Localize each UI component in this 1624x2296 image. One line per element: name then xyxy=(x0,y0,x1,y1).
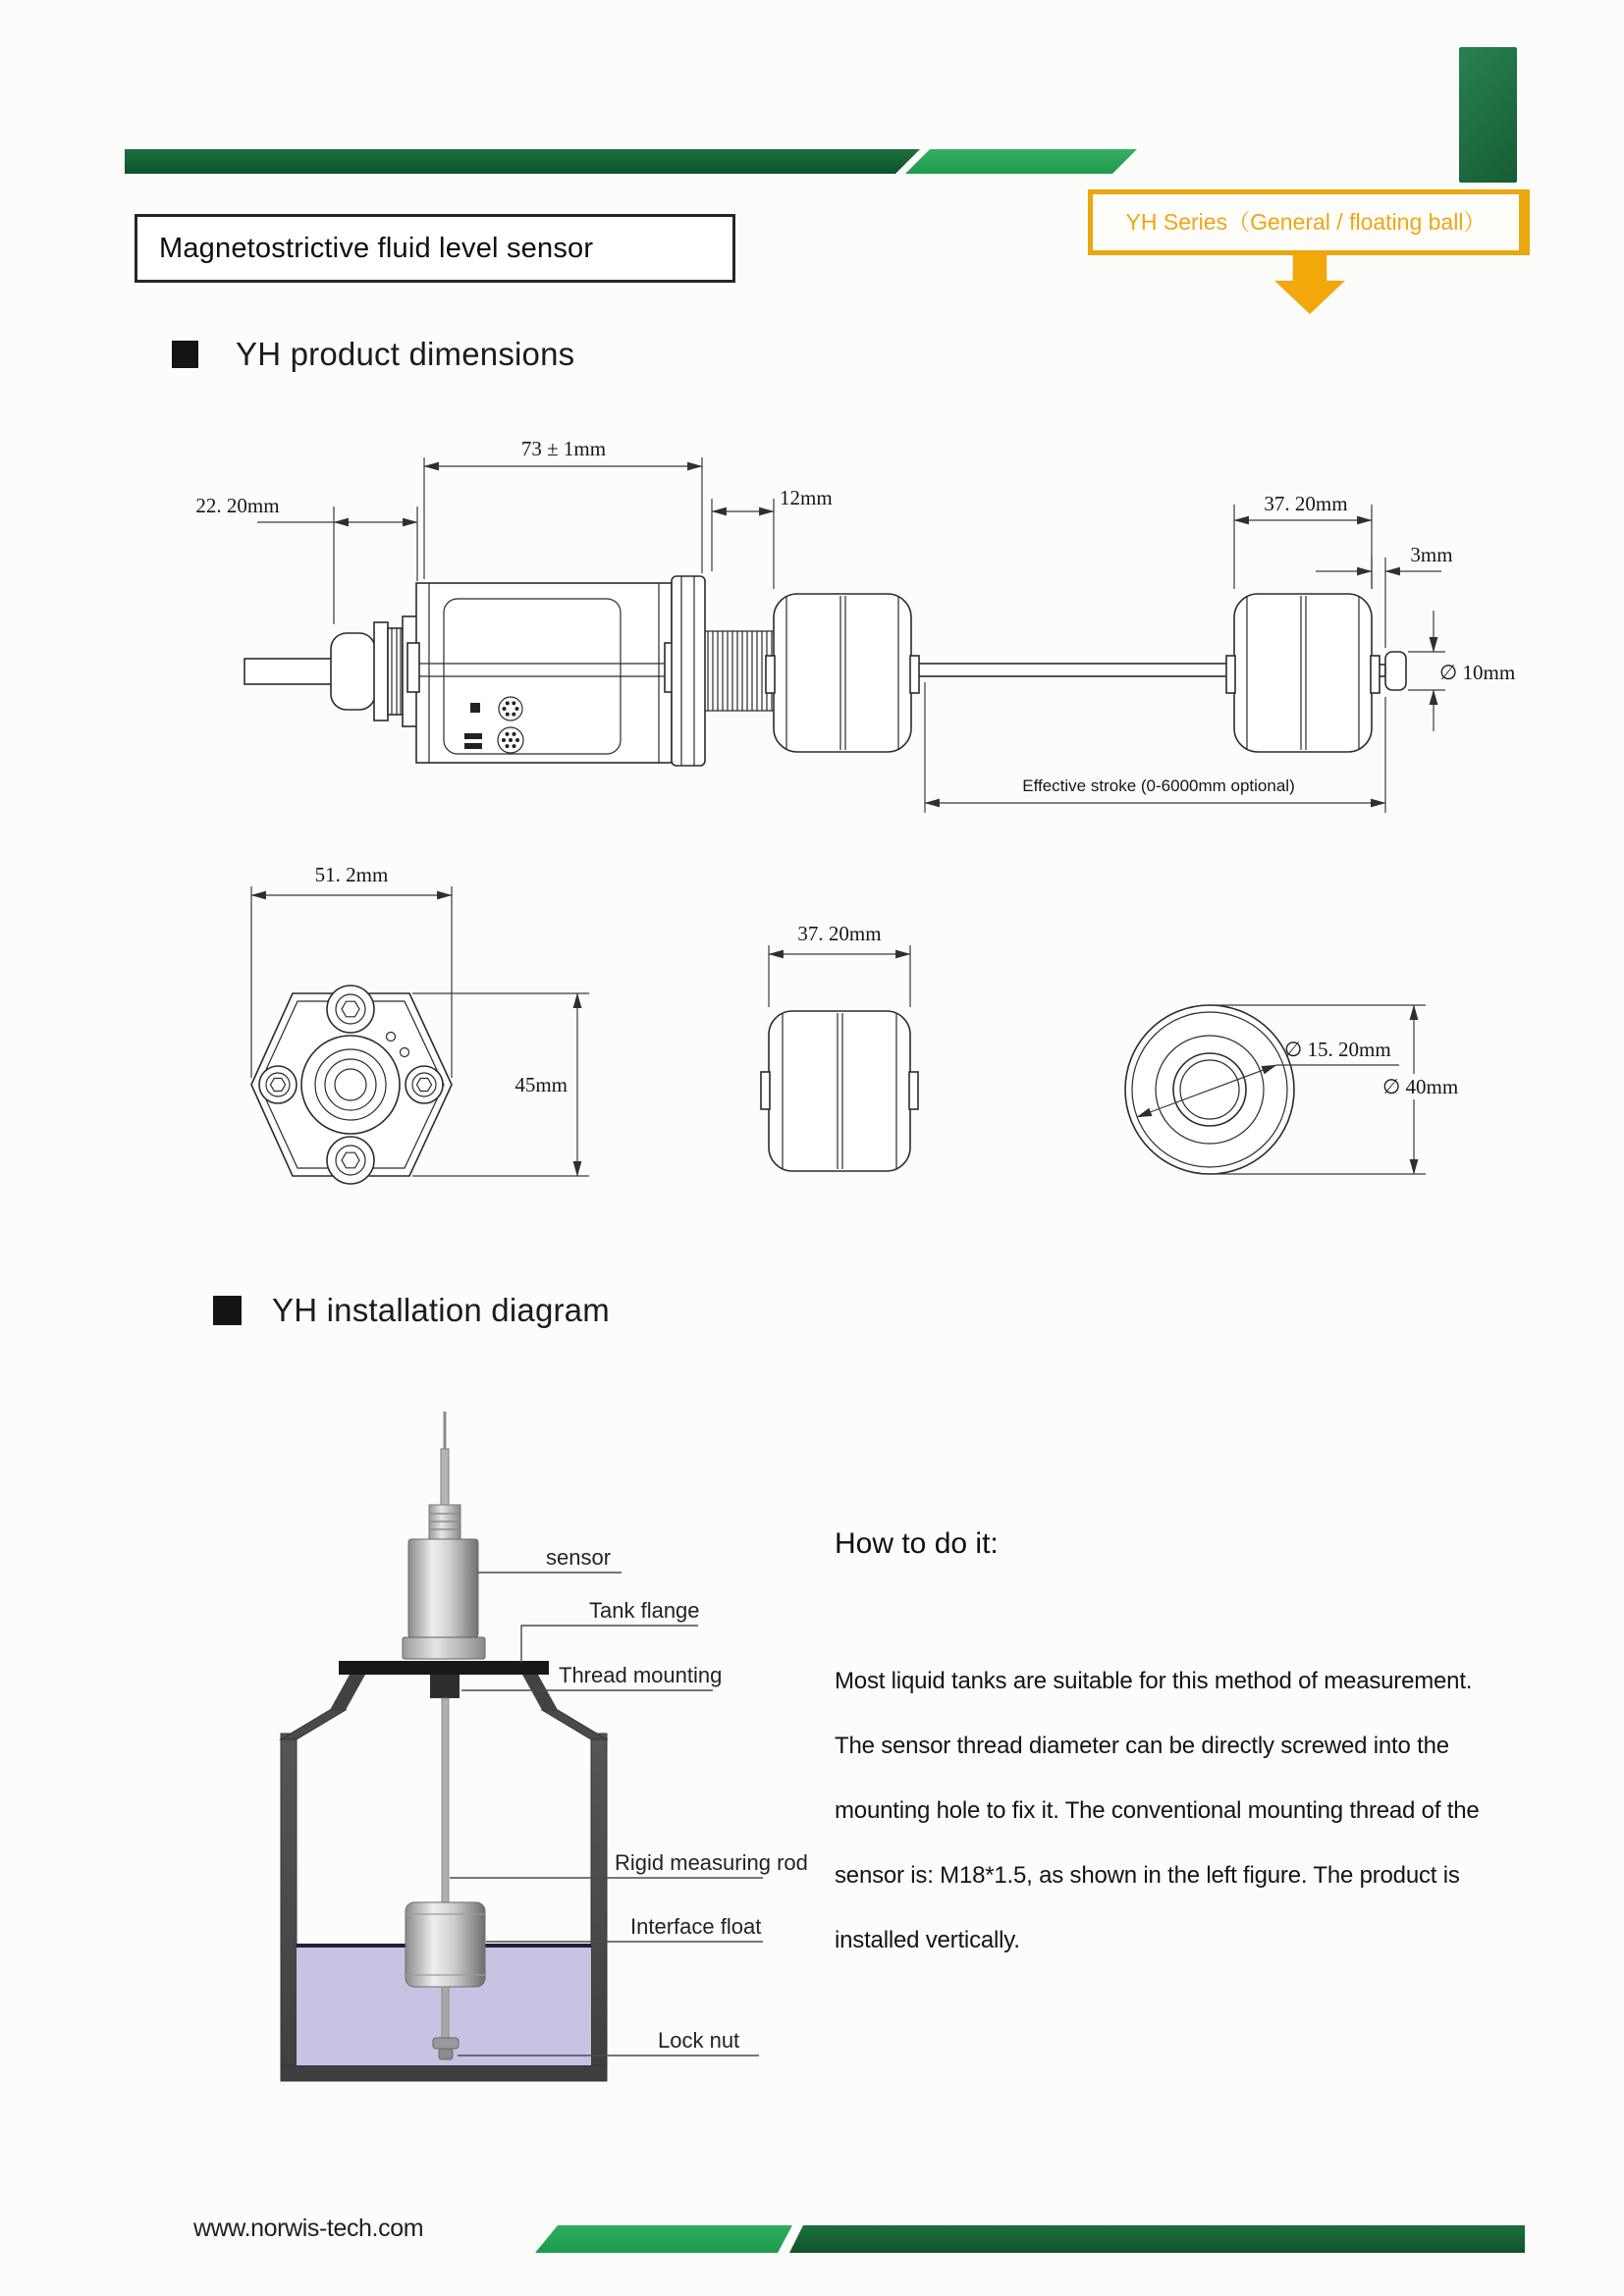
label-rigid-rod: Rigid measuring rod xyxy=(615,1850,808,1875)
mounting-threads xyxy=(705,631,774,711)
dim-end-gap: 3mm xyxy=(1410,543,1453,566)
dim-float-diameter: ∅ 40mm xyxy=(1382,1075,1459,1098)
corner-green-block xyxy=(1459,47,1517,183)
howto-line: installed vertically. xyxy=(835,1927,1020,1953)
footer-green-bar-light xyxy=(535,2225,792,2253)
cable xyxy=(244,659,334,684)
series-badge: YH Series（General / floating ball） xyxy=(1088,189,1530,255)
dim-effective-stroke: Effective stroke (0-6000mm optional) xyxy=(1022,776,1295,795)
sensor-side-view xyxy=(244,576,1406,766)
section-heading-text: YH installation diagram xyxy=(272,1292,610,1328)
howto-line: mounting hole to fix it. The conventional mounting thread of the xyxy=(835,1797,1480,1824)
howto-heading: How to do it: xyxy=(835,1527,999,1560)
howto-line: Most liquid tanks are suitable for this method of measurement. xyxy=(835,1668,1473,1694)
label-sensor: sensor xyxy=(546,1545,612,1570)
section-dimensions-heading xyxy=(172,336,574,373)
square-bullet-icon xyxy=(213,1296,242,1325)
howto-line: sensor is: M18*1.5, as shown in the left figure. The product is xyxy=(835,1862,1460,1889)
measuring-rod xyxy=(442,1698,449,1902)
howto-line: The sensor thread diameter can be directly screwed into the xyxy=(835,1733,1449,1759)
footer-green-bar-dark xyxy=(789,2225,1525,2253)
dim-hex-height: 45mm xyxy=(514,1073,568,1096)
cable-gland-dome xyxy=(331,633,375,710)
page-title: Magnetostrictive fluid level sensor xyxy=(135,214,735,283)
square-bullet-icon xyxy=(172,341,198,368)
header-green-bar-light xyxy=(905,149,1137,174)
howto-paragraph xyxy=(835,1649,1480,1973)
installation-diagram xyxy=(226,1374,835,2140)
sensor-body xyxy=(416,583,672,763)
rod-lower xyxy=(442,1987,449,2040)
measuring-rod xyxy=(911,664,1234,676)
dim-gland-length: 22. 20mm xyxy=(195,494,280,517)
needle-base xyxy=(441,1449,449,1505)
header-green-bar-dark xyxy=(125,149,920,174)
float-front-dimensions xyxy=(769,922,910,1007)
website-url: www.norwis-tech.com xyxy=(193,2215,424,2242)
product-dimensions-drawing xyxy=(128,422,1542,1198)
section-installation-heading xyxy=(213,1292,610,1329)
dim-thread-length: 12mm xyxy=(780,486,833,509)
label-thread-mounting: Thread mounting xyxy=(559,1663,723,1687)
section-heading-text: YH product dimensions xyxy=(236,336,575,372)
label-tank-flange: Tank flange xyxy=(589,1598,700,1623)
hexagon-end-view xyxy=(251,986,452,1184)
label-interface-float: Interface float xyxy=(630,1914,762,1939)
label-lock-nut: Lock nut xyxy=(658,2028,740,2053)
gland-ring-1 xyxy=(374,622,388,721)
body-tab-left xyxy=(407,643,419,692)
dim-body-width: 73 ± 1mm xyxy=(520,437,607,460)
flange-leg-right xyxy=(522,1675,558,1710)
float-front-view xyxy=(761,1011,918,1171)
sensor-cylinder xyxy=(408,1539,478,1637)
dim-hex-width: 51. 2mm xyxy=(314,863,389,886)
dim-float-width: 37. 20mm xyxy=(1264,492,1348,515)
tank-flange-plate xyxy=(339,1661,549,1675)
float-1 xyxy=(766,594,919,752)
dim-bore-diameter: ∅ 15. 20mm xyxy=(1284,1038,1391,1061)
float-top-view xyxy=(1125,1005,1473,1174)
arrow-down-icon xyxy=(1274,253,1345,314)
mounting-hex-nut xyxy=(403,1637,485,1659)
hex-nut xyxy=(672,576,705,766)
rod-end-stop xyxy=(1385,652,1406,690)
float-2 xyxy=(1226,594,1380,752)
dim-rod-diameter: ∅ 10mm xyxy=(1439,661,1516,684)
interface-float xyxy=(406,1902,485,1987)
flange-leg-left xyxy=(330,1675,365,1710)
thread-stub xyxy=(430,1675,460,1698)
dim-float-width-front: 37. 20mm xyxy=(797,922,882,945)
